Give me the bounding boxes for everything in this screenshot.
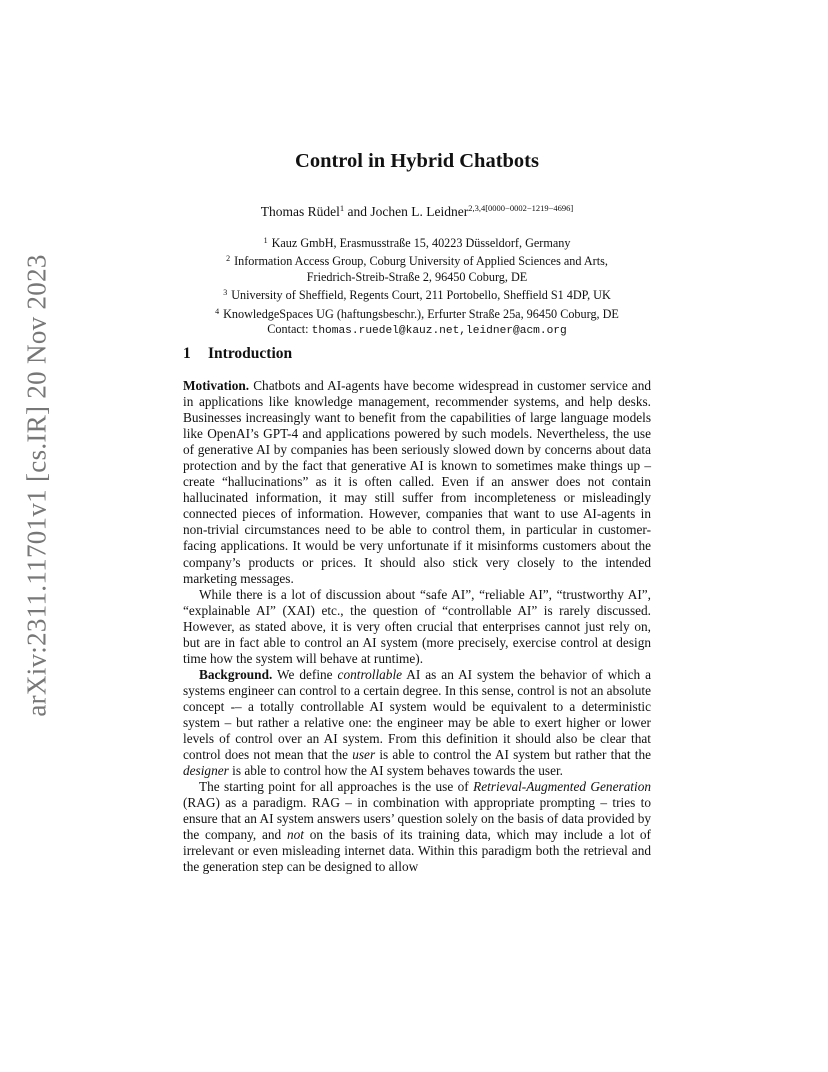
paragraph-motivation (183, 378, 651, 587)
affiliation-line (183, 233, 651, 251)
paragraph-lead: Motivation. (183, 378, 250, 393)
affiliation-line (183, 270, 651, 285)
contact-label: Contact: (267, 322, 312, 337)
affiliation-text: Kauz GmbH, Erasmusstraße 15, 40223 Düsseldorf, Germany (271, 236, 571, 250)
emphasis: user (352, 747, 376, 763)
paragraph-text: The starting point for all approaches is the use of (199, 779, 474, 795)
paragraph-text: While there is a lot of discussion about “safe AI”, “reliable AI”, “trustworthy AI”, “explainable AI” (XAI) etc., the question of “controllable AI” is rarely discussed. However, as stated above, it is very often crucial that enterprises cannot just rely on, but are in fact able to control an AI system (more precisely, exercise control at design time how the system will behave at runtime). (183, 586, 651, 666)
emphasis: controllable (337, 666, 403, 682)
affiliation-text: University of Sheffield, Regents Court, 211 Portobello, Sheffield S1 4DP, UK (231, 288, 611, 303)
section-heading (183, 345, 292, 363)
affiliation-line (183, 251, 651, 269)
section-number: 1 (183, 345, 191, 362)
paper-title: Control in Hybrid Chatbots (295, 150, 539, 172)
paragraph-text: on the basis of its training data, which may include a lot of irrelevant or even misleading internet data. Within this paradigm both the retrieval and the generation step can be designed to allow (183, 827, 651, 875)
paragraph-background (183, 667, 651, 779)
affiliations (183, 233, 651, 339)
paragraph-text: Chatbots and AI-agents have become widespread in customer service and in applications like knowledge management, recommender systems, and help desks. Businesses increasingly want to benefit from the capabilities of large language models like OpenAI’s GPT-4 and applications powered by such models. Nevertheless, the use of generative AI by companies has been seriously slowed down by concerns about data protection and by the fact that generative AI is known to sometimes make things up – create “hallucinations” as it is often called. Even if an answer does not contain hallucinated information, it may still suffer from incompleteness or misleadingly connected pieces of information. However, companies that want to use AI-agents in non-trivial circumstances need to be able to control them, in particular in customer-facing applications. It would be very unfortunate if it misinforms customers about the company’s products or prices. It should also stick very closely to the intended marketing messages. (183, 378, 651, 586)
arxiv-stamp-text: arXiv:2311.11701v1 [cs.IR] 20 Nov 2023 (21, 253, 52, 717)
affiliation-number: 2 (226, 254, 231, 264)
author-name: Thomas Rüdel (260, 204, 340, 219)
affiliation-text: Friedrich-Streib-Straße 2, 96450 Coburg, DE (306, 269, 528, 284)
paragraph-text: is able to control the AI system but rather that the (375, 747, 652, 763)
affiliation-line (183, 285, 651, 303)
paragraph (183, 587, 651, 667)
affiliation-number: 4 (215, 306, 220, 316)
paragraph (183, 779, 651, 875)
author-line (183, 203, 651, 220)
author-conjunction: and (344, 204, 371, 219)
paragraph-text: We define (272, 666, 338, 682)
affiliation-number: 3 (223, 288, 228, 298)
section-title: Introduction (208, 345, 293, 362)
affiliation-line (183, 304, 651, 322)
affiliation-text: KnowledgeSpaces UG (haftungsbeschr.), Erfurter Straße 25a, 96450 Coburg, DE (223, 306, 619, 321)
emphasis: Retrieval-Augmented Generation (473, 779, 651, 795)
author-name: Jochen L. Leidner (370, 204, 469, 219)
author-affil-mark: 1 (339, 203, 345, 213)
emphasis: not (286, 827, 304, 843)
affiliation-number: 1 (263, 236, 268, 245)
arxiv-stamp (20, 253, 54, 717)
paragraph-text: AI as an AI system the behavior of which a systems engineer can control to a certain degree. In this sense, control is not an absolute concept -– a totally controllable AI system would be equivalent to a deterministic system – but rather a relative one: the engineer may be able to exert higher or lower levels of control over an AI system. From this definition it should also be clear that control does not mean that the (183, 666, 652, 763)
contact-line (183, 322, 651, 339)
paragraph-text: (RAG) as a paradigm. RAG – in combination with appropriate prompting – tries to ensure that an AI system answers users’ question solely on the basis of data provided by the company, and (183, 795, 651, 843)
paragraph-text: is able to control how the AI system behaves towards the user. (228, 763, 563, 779)
affiliation-text: Information Access Group, Coburg University of Applied Sciences and Arts, (234, 254, 608, 269)
body-text (183, 378, 651, 875)
emphasis: designer (183, 763, 229, 779)
author-affil-mark: 2,3,4[0000−0002−1219−4696] (468, 203, 574, 213)
contact-emails[interactable]: thomas.ruedel@kauz.net,leidner@acm.org (311, 325, 567, 338)
paragraph-lead: Background. (199, 666, 273, 682)
